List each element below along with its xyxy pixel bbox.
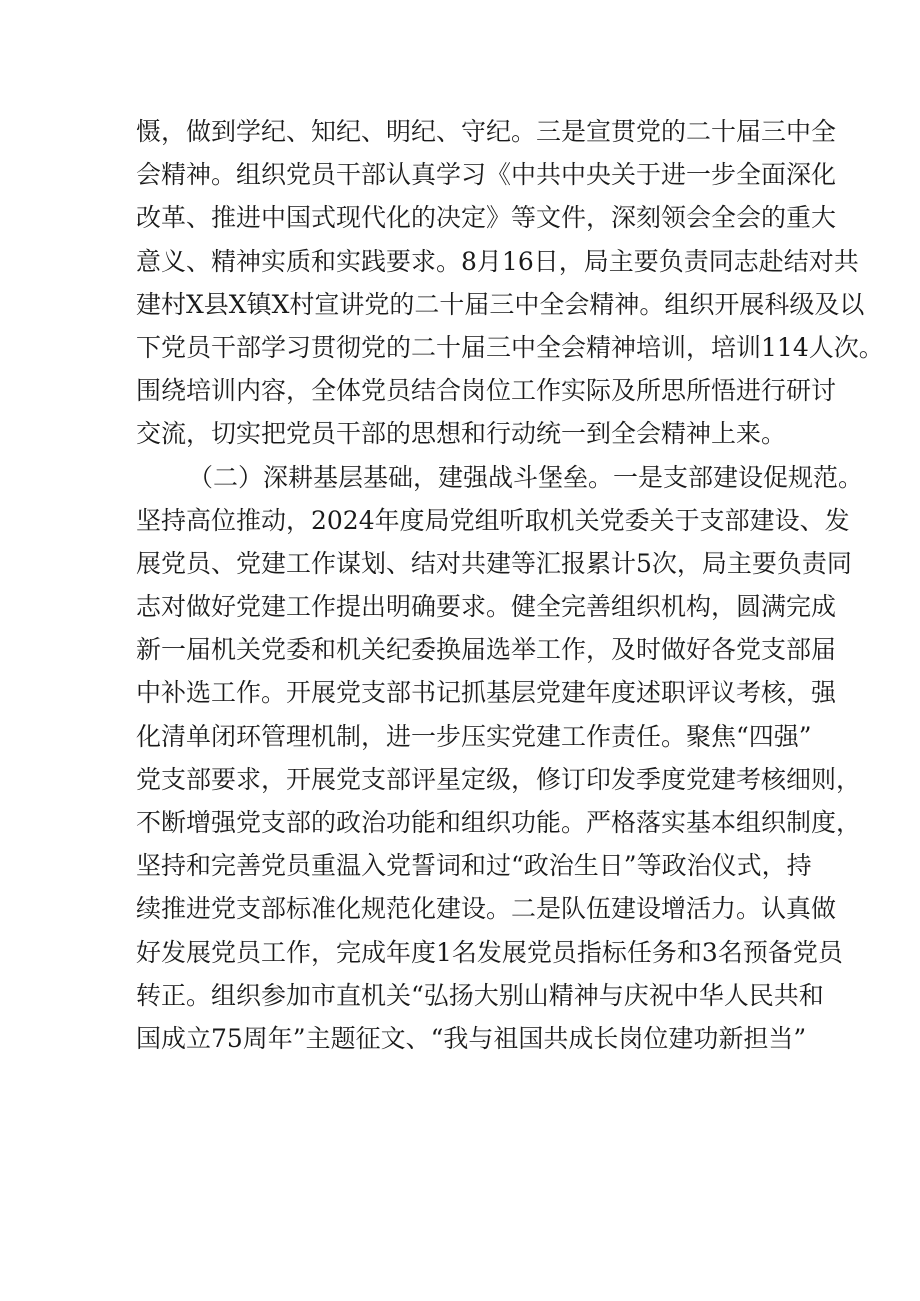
text-line: 坚持和完善党员重温入党誓词和过“政治生日”等政治仪式，持 (136, 851, 812, 881)
text-line: 新一届机关党委和机关纪委换届选举工作，及时做好各党支部届 (136, 635, 837, 665)
text-line: 续推进党支部标准化规范化建设。二是队伍建设增活力。认真做 (136, 894, 837, 924)
text-line: 好发展党员工作，完成年度1名发展党员指标任务和3名预备党员 (136, 937, 843, 967)
text-line: 意义、精神实质和实践要求。8月16日，局主要负责同志赴结对共 (136, 246, 859, 276)
text-line: 坚持高位推动，2024年度局党组听取机关党委关于支部建设、发 (136, 505, 850, 535)
section-heading-line: （二）深耕基层基础，建强战斗堡垒。一是支部建设促规范。 (188, 462, 864, 492)
text-line: 国成立75周年”主题征文、“我与祖国共成长岗位建功新担当” (136, 1023, 807, 1053)
text-line: 会精神。组织党员干部认真学习《中共中央关于进一步全面深化 (136, 160, 837, 190)
text-line: 不断增强党支部的政治功能和组织功能。严格落实基本组织制度， (136, 808, 862, 837)
text-line: 中补选工作。开展党支部书记抓基层党建年度述职评议考核，强 (136, 678, 837, 708)
text-line: 改革、推进中国式现代化的决定》等文件，深刻领会全会的重大 (136, 203, 837, 233)
text-line: 展党员、党建工作谋划、结对共建等汇报累计5次，局主要负责同 (136, 548, 852, 578)
body-text (136, 110, 884, 1060)
text-line: 建村X县X镇X村宣讲党的二十届三中全会精神。组织开展科级及以 (136, 289, 865, 319)
text-line: 化清单闭环管理机制，进一步压实党建工作责任。聚焦“四强” (136, 721, 812, 751)
text-line: 围绕培训内容，全体党员结合岗位工作实际及所思所悟进行研讨 (136, 376, 837, 406)
text-line: 党支部要求，开展党支部评星定级，修订印发季度党建考核细则， (136, 764, 862, 794)
text-line: 交流，切实把党员干部的思想和行动统一到全会精神上来。 (136, 419, 787, 449)
text-line: 慑，做到学纪、知纪、明纪、守纪。三是宣贯党的二十届三中全 (136, 117, 837, 146)
text-line: 转正。组织参加市直机关“弘扬大别山精神与庆祝中华人民共和 (136, 980, 824, 1010)
text-line: 下党员干部学习贯彻党的二十届三中全会精神培训，培训114人次。 (136, 332, 884, 362)
text-line: 志对做好党建工作提出明确要求。健全完善组织机构，圆满完成 (136, 592, 837, 622)
